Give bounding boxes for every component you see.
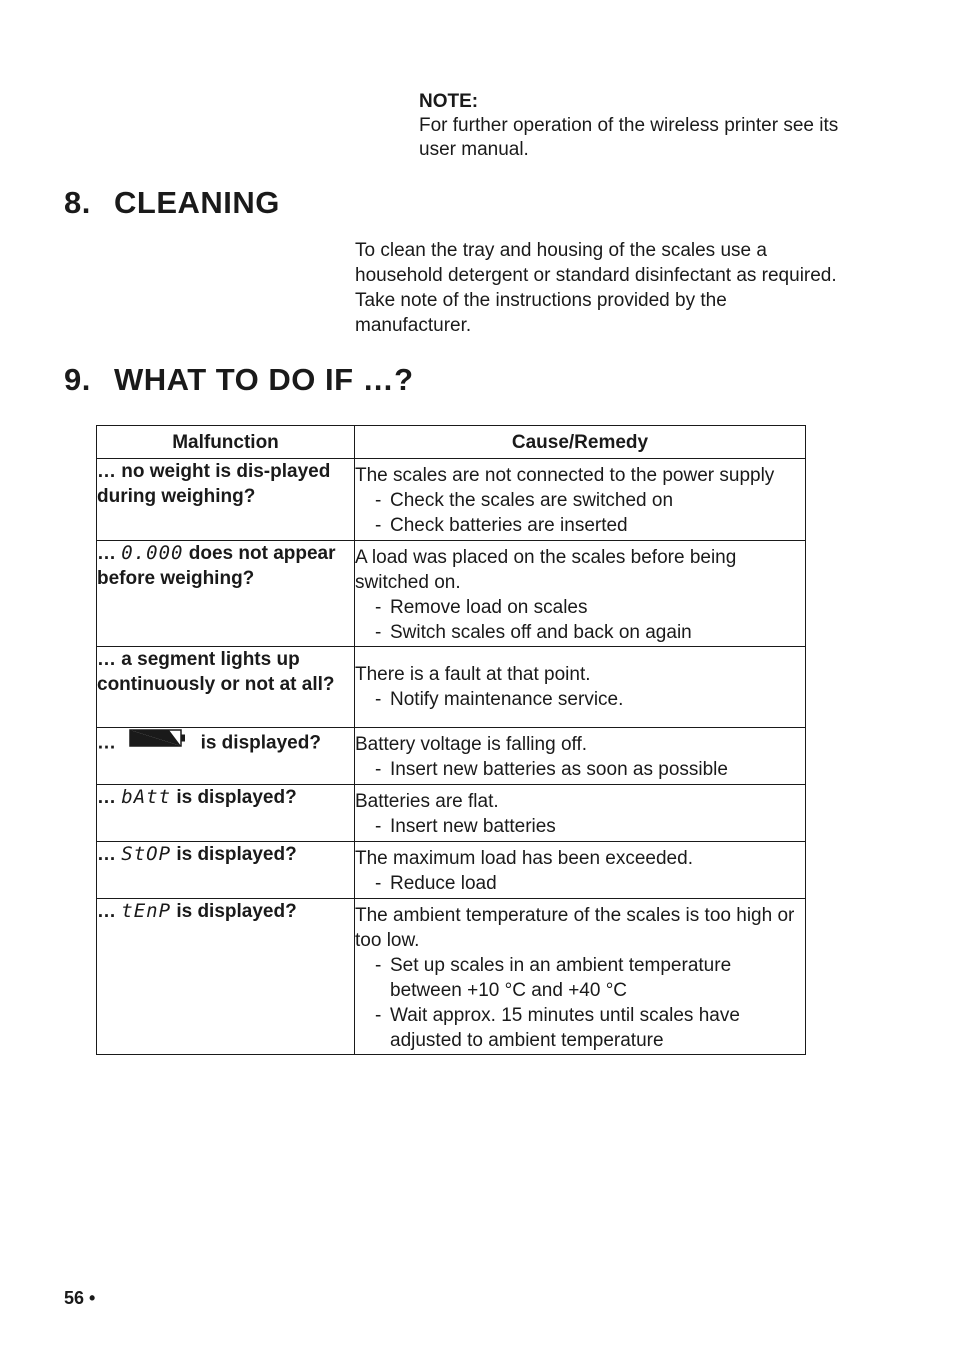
malfunction-suffix: is displayed?: [200, 732, 321, 754]
remedy-list: [355, 595, 805, 645]
lcd-display-text: 0.000: [121, 542, 184, 564]
table-row: [97, 899, 806, 1055]
remedy-item: - Check batteries are inserted: [375, 513, 805, 538]
troubleshooting-table: [96, 425, 806, 1055]
remedy-item: - Insert new batteries as soon as possible: [375, 757, 805, 782]
malfunction-suffix: is displayed?: [176, 901, 297, 922]
lcd-display-text: bAtt: [121, 786, 172, 808]
malfunction-cell: [97, 842, 355, 899]
malfunction-prefix: …: [97, 901, 116, 922]
remedy-item: - Switch scales off and back on again: [375, 620, 805, 645]
section-number: 9.: [64, 362, 91, 397]
cleaning-heading: [64, 185, 280, 221]
remedy-list: [355, 488, 805, 538]
whattodo-heading: [64, 362, 414, 398]
table-row: [97, 785, 806, 842]
lcd-display-text: StOP: [121, 843, 172, 865]
page-number: 56 •: [64, 1288, 96, 1308]
lcd-display-text: tEnP: [121, 900, 172, 922]
cause-text: Batteries are flat.: [355, 791, 499, 812]
section-number: 8.: [64, 185, 91, 220]
cause-text: Battery voltage is falling off.: [355, 734, 587, 755]
note-heading: NOTE:: [419, 91, 479, 112]
remedy-list: [355, 814, 805, 839]
malfunction-cell: [97, 459, 355, 541]
malfunction-cell: [97, 785, 355, 842]
malfunction-prefix: …: [97, 787, 116, 808]
remedy-item: - Reduce load: [375, 871, 805, 896]
remedy-list: [355, 953, 799, 1053]
remedy-cell: [355, 459, 806, 541]
section-title: WHAT TO DO IF …?: [114, 362, 414, 397]
remedy-item: - Notify maintenance service.: [375, 687, 805, 712]
malfunction-suffix: does not appear before weighing?: [97, 543, 336, 589]
malfunction-prefix: …: [97, 543, 116, 564]
note-block: [419, 90, 839, 162]
malfunction-cell: [97, 728, 355, 785]
malfunction-text: … no weight is dis-played during weighing?: [97, 461, 331, 507]
cause-text: A load was placed on the scales before being switched on.: [355, 547, 737, 593]
remedy-item: - Remove load on scales: [375, 595, 805, 620]
remedy-item: - Wait approx. 15 minutes until scales have adjusted to ambient temperature: [375, 1003, 799, 1053]
cause-text: The scales are not connected to the power supply: [355, 465, 775, 486]
table-row: [97, 541, 806, 647]
battery-low-icon: [129, 728, 187, 755]
malfunction-suffix: is displayed?: [176, 787, 297, 808]
malfunction-cell: [97, 647, 355, 728]
remedy-item: - Set up scales in an ambient temperature between +10 °C and +40 °C: [375, 953, 799, 1003]
malfunction-cell: [97, 541, 355, 647]
malfunction-suffix: is displayed?: [176, 844, 297, 865]
cause-text: There is a fault at that point.: [355, 664, 591, 685]
remedy-cell: [355, 728, 806, 785]
remedy-list: [355, 687, 805, 712]
section-title: CLEANING: [114, 185, 280, 220]
cause-text: The ambient temperature of the scales is too high or too low.: [355, 905, 795, 951]
remedy-cell: [355, 647, 806, 728]
table-header-row: [97, 426, 806, 459]
remedy-cell: [355, 842, 806, 899]
table-row: [97, 728, 806, 785]
remedy-list: [355, 871, 805, 896]
cause-text: The maximum load has been exceeded.: [355, 848, 693, 869]
remedy-item: - Check the scales are switched on: [375, 488, 805, 513]
malfunction-prefix: …: [97, 844, 116, 865]
remedy-list: [355, 757, 805, 782]
cleaning-text: To clean the tray and housing of the scales use a household detergent or standard disinfectant as required. Take note of the instructions provided by the manufacturer.: [355, 240, 837, 336]
remedy-cell: [355, 785, 806, 842]
remedy-cell: [355, 541, 806, 647]
column-header-malfunction: Malfunction: [97, 426, 355, 459]
table-row: [97, 459, 806, 541]
remedy-item: - Insert new batteries: [375, 814, 805, 839]
malfunction-cell: [97, 899, 355, 1055]
remedy-cell: [355, 899, 806, 1055]
note-text: For further operation of the wireless printer see its user manual.: [419, 115, 839, 160]
table-row: [97, 842, 806, 899]
malfunction-prefix: …: [97, 732, 116, 754]
table-row: [97, 647, 806, 728]
malfunction-text: … a segment lights up continuously or not at all?: [97, 649, 335, 695]
column-header-cause-remedy: Cause/Remedy: [355, 426, 806, 459]
